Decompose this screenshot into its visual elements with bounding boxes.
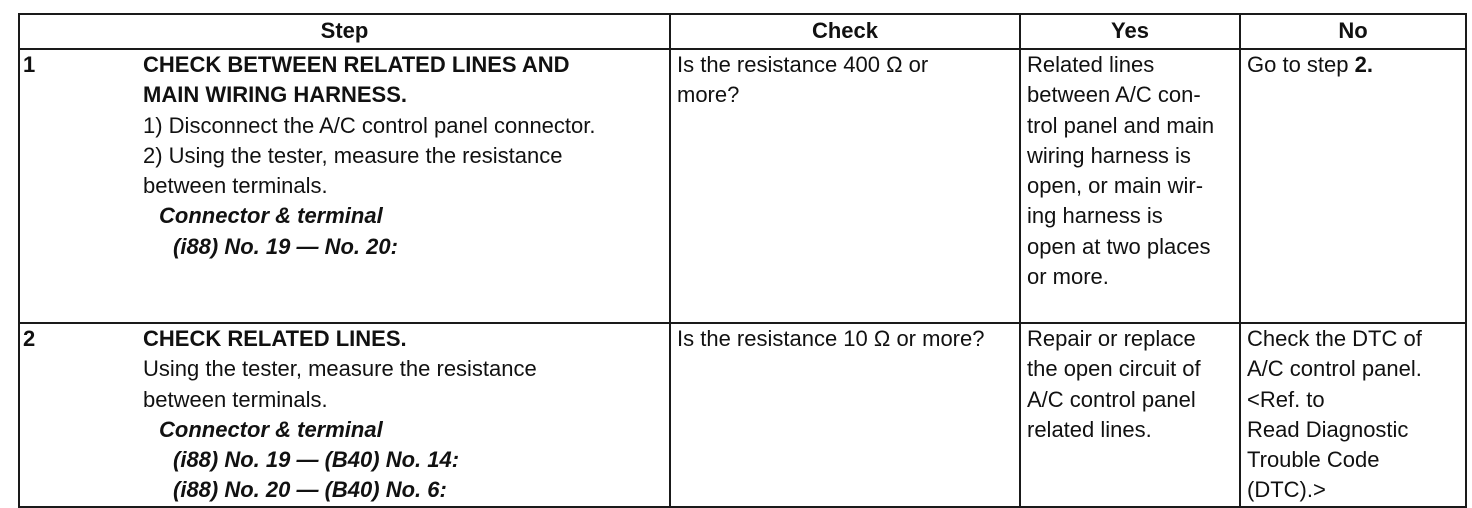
yes-text: the open circuit of bbox=[1027, 356, 1201, 382]
check-cell bbox=[670, 49, 1020, 323]
header-no: No bbox=[1240, 14, 1466, 49]
step-description bbox=[139, 49, 670, 323]
yes-text: between A/C con- bbox=[1027, 82, 1201, 108]
no-text: A/C control panel. bbox=[1247, 356, 1422, 382]
yes-text: A/C control panel bbox=[1027, 386, 1196, 412]
yes-text: Related lines bbox=[1027, 52, 1155, 77]
header-step: Step bbox=[19, 14, 670, 49]
step-link: 2. bbox=[1354, 52, 1373, 77]
step-title: MAIN WIRING HARNESS. bbox=[143, 82, 407, 108]
terminal-spec: (i88) No. 20 — (B40) No. 6: bbox=[173, 477, 447, 503]
diagnostic-table bbox=[18, 13, 1467, 508]
step-number: 1 bbox=[19, 49, 139, 323]
step-title: CHECK BETWEEN RELATED LINES AND bbox=[143, 52, 570, 77]
check-text: Is the resistance 400 Ω or bbox=[677, 52, 929, 77]
connector-label: Connector & terminal bbox=[159, 203, 383, 229]
table-row bbox=[19, 49, 1466, 323]
no-cell bbox=[1240, 49, 1466, 323]
no-text bbox=[1247, 50, 1459, 80]
step-instruction: 2) Using the tester, measure the resistance bbox=[143, 142, 563, 168]
check-text: Is the resistance 10 Ω or more? bbox=[677, 326, 985, 351]
yes-text: trol panel and main bbox=[1027, 112, 1215, 138]
yes-text: ing harness is bbox=[1027, 203, 1163, 229]
terminal-spec: (i88) No. 19 — No. 20: bbox=[173, 233, 398, 259]
yes-text: related lines. bbox=[1027, 416, 1152, 442]
connector-label: Connector & terminal bbox=[159, 416, 383, 442]
step-title: CHECK RELATED LINES. bbox=[143, 326, 407, 351]
yes-text: wiring harness is bbox=[1027, 142, 1191, 168]
yes-text: Repair or replace bbox=[1027, 326, 1196, 351]
terminal-spec: (i88) No. 19 — (B40) No. 14: bbox=[173, 447, 460, 473]
yes-text: open, or main wir- bbox=[1027, 173, 1204, 199]
header-check: Check bbox=[670, 14, 1020, 49]
no-cell bbox=[1240, 323, 1466, 507]
step-number: 2 bbox=[19, 323, 139, 507]
yes-text: open at two places bbox=[1027, 233, 1211, 259]
step-instruction: between terminals. bbox=[143, 386, 328, 412]
check-text: more? bbox=[677, 82, 740, 108]
no-text-prefix: Go to step bbox=[1247, 52, 1355, 77]
header-row bbox=[19, 14, 1466, 49]
step-instruction: Using the tester, measure the resistance bbox=[143, 356, 537, 382]
step-instruction: 1) Disconnect the A/C control panel connector. bbox=[143, 112, 596, 138]
check-cell bbox=[670, 323, 1020, 507]
no-text: (DTC).> bbox=[1247, 477, 1326, 503]
no-text: Check the DTC of bbox=[1247, 326, 1422, 351]
step-description bbox=[139, 323, 670, 507]
no-text: <Ref. to bbox=[1247, 386, 1325, 412]
step-instruction: between terminals. bbox=[143, 173, 328, 199]
header-yes: Yes bbox=[1020, 14, 1240, 49]
yes-text: or more. bbox=[1027, 264, 1109, 290]
table-row bbox=[19, 323, 1466, 507]
no-text: Trouble Code bbox=[1247, 447, 1380, 473]
no-text: Read Diagnostic bbox=[1247, 416, 1409, 442]
yes-cell bbox=[1020, 323, 1240, 507]
yes-cell bbox=[1020, 49, 1240, 323]
